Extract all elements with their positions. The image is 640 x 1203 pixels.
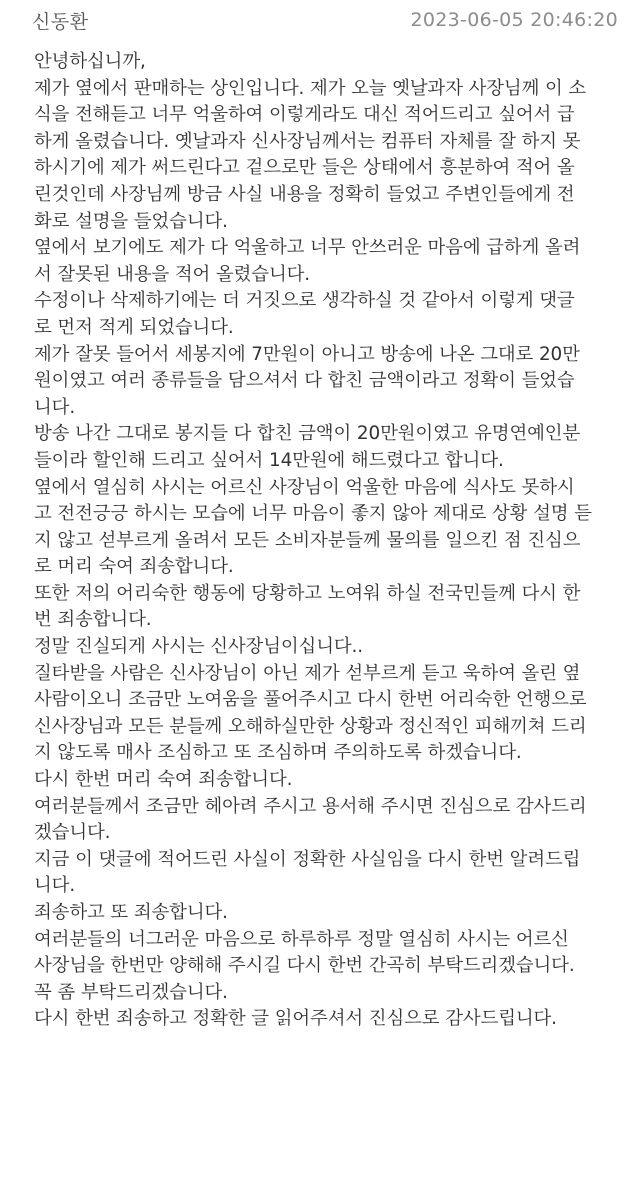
comment-text-line: 사장님을 한번만 양해해 주시길 다시 한번 간곡히 부탁드리겠습니다. xyxy=(34,955,575,977)
comment-text-line: 제가 옆에서 판매하는 상인입니다. 제가 오늘 옛날과자 사장님께 이 소 xyxy=(34,77,587,99)
comment-text-line: 겠습니다. xyxy=(34,822,111,844)
comment-body xyxy=(34,49,626,1033)
comment-text-line: 다시 한번 죄송하고 정확한 글 읽어주셔서 진심으로 감사드립니다. xyxy=(34,1008,557,1030)
comment-text-line: 린것인데 사장님께 방금 사실 내용을 정확히 들었고 주변인들에게 전 xyxy=(34,183,575,205)
comment-text-line: 니다. xyxy=(34,875,76,897)
comment-text-line: 식을 전해듣고 너무 억울하여 이렇게라도 대신 적어드리고 싶어서 급 xyxy=(34,104,575,126)
comment-text-line: 정말 진실되게 사시는 신사장님이십니다.. xyxy=(34,636,364,658)
comment-text-line: 여러분들께서 조금만 헤아려 주시고 용서해 주시면 진심으로 감사드리 xyxy=(34,795,587,817)
comment-text-line: 지금 이 댓글에 적어드린 사실이 정확한 사실임을 다시 한번 알려드립 xyxy=(34,848,581,870)
comment-text-line: 신사장님과 모든 분들께 오해하실만한 상황과 정신적인 피해끼쳐 드리 xyxy=(34,715,587,737)
comment-text-line: 옆에서 열심히 사시는 어르신 사장님이 억울한 마음에 식사도 못하시 xyxy=(34,476,575,498)
comment-author[interactable]: 신동환 xyxy=(32,10,89,33)
comment-text-line: 로 먼저 적게 되었습니다. xyxy=(34,316,234,338)
comment-text-line: 죄송하고 또 죄송합니다. xyxy=(34,902,228,923)
comment-text-line: 지 않고 섣부르게 올려서 모든 소비자분들께 물의를 일으킨 점 진심으 xyxy=(34,529,581,551)
comment-text-line: 안녕하십니까, xyxy=(34,51,146,72)
comment-text-line: 옆에서 보기에도 제가 다 억울하고 너무 안쓰러운 마음에 급하게 올려 xyxy=(34,237,581,259)
comment-text-line: 번 죄송합니다. xyxy=(34,609,152,631)
comment-text-line: 사람이오니 조금만 노여움을 풀어주시고 다시 한번 어리숙한 언행으로 xyxy=(34,689,587,711)
comment-text-line: 들이라 할인해 드리고 싶어서 14만원에 해드렸다고 합니다. xyxy=(34,449,504,471)
comment-text-line: 수정이나 삭제하기에는 더 거짓으로 생각하실 것 같아서 이렇게 댓글 xyxy=(34,290,575,312)
comment-text-line: 서 잘못된 내용을 적어 올렸습니다. xyxy=(34,263,311,285)
comment-text-line: 화로 설명을 들었습니다. xyxy=(34,210,228,232)
comment-text-line: 다시 한번 머리 숙여 죄송합니다. xyxy=(34,769,293,791)
comment-text-line: 로 머리 숙여 죄송합니다. xyxy=(34,556,234,578)
comment-text-line: 제가 잘못 들어서 세봉지에 7만원이 아니고 방송에 나온 그대로 20만 xyxy=(34,343,580,365)
comment-text-line: 여러분들의 너그러운 마음으로 하루하루 정말 열심히 사시는 어르신 xyxy=(34,928,569,950)
comment-text-line: 하시기에 제가 써드린다고 겉으로만 들은 상태에서 흥분하여 적어 올 xyxy=(34,157,575,179)
comment-text-line: 고 전전긍긍 하시는 모습에 너무 마음이 좋지 않아 제대로 상황 설명 듣 xyxy=(34,503,592,525)
comment-header xyxy=(32,0,626,40)
comment-text-line: 니다. xyxy=(34,396,76,418)
comment-text-line: 원이였고 여러 종류들을 담으셔서 다 합친 금액이라고 정확이 들었습 xyxy=(34,370,575,392)
comment-text-line: 방송 나간 그대로 봉지들 다 합친 금액이 20만원이였고 유명연예인분 xyxy=(34,423,581,445)
comment-timestamp: 2023-06-05 20:46:20 xyxy=(410,9,618,31)
comment-text-line: 또한 저의 어리숙한 행동에 당황하고 노여워 하실 전국민들께 다시 한 xyxy=(34,582,581,604)
comment-text-line: 하게 올렸습니다. 옛날과자 신사장님께서는 컴퓨터 자체를 잘 하지 못 xyxy=(34,130,581,152)
comment-text-line: 꼭 좀 부탁드리겠습니다. xyxy=(34,981,228,1003)
comment-text-line: 질타받을 사람은 신사장님이 아닌 제가 섣부르게 듣고 욱하여 올린 옆 xyxy=(34,662,581,684)
comment-text-line: 지 않도록 매사 조심하고 또 조심하며 주의하도록 하겠습니다. xyxy=(34,742,522,764)
